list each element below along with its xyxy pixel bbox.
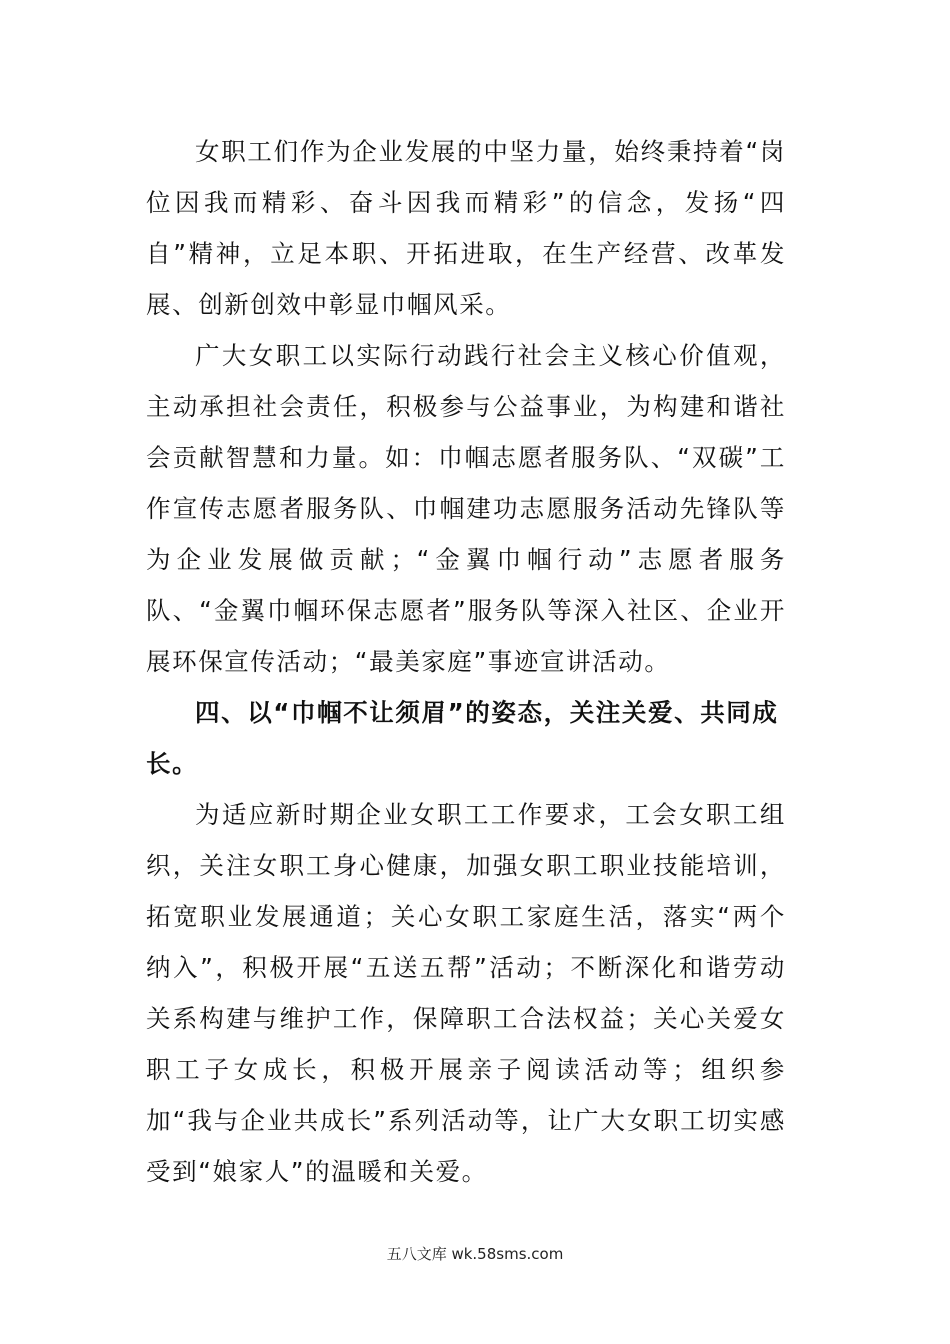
document-body [146,126,786,1197]
paragraph-volunteer-service: 广大女职工以实际行动践行社会主义核心价值观，主动承担社会责任，积极参与公益事业，为构建和谐社会贡献智慧和力量。如：巾帼志愿者服务队、“双碳”工作宣传志愿者服务队、巾帼建功志愿服务活动先锋队等为企业发展做贡献；“金翼巾帼行动”志愿者服务队、“金翼巾帼环保志愿者”服务队等深入社区、企业开展环保宣传活动；“最美家庭”事迹宣讲活动。 [146,341,786,676]
paragraph-union-care: 为适应新时期企业女职工工作要求，工会女职工组织，关注女职工身心健康，加强女职工职业技能培训，拓宽职业发展通道；关心女职工家庭生活，落实“两个纳入”，积极开展“五送五帮”活动；不断深化和谐劳动关系构建与维护工作，保障职工合法权益；关心关爱女职工子女成长，积极开展亲子阅读活动等；组织参加“我与企业共成长”系列活动等，让广大女职工切实感受到“娘家人”的温暖和关爱。 [146,800,786,1186]
footer-watermark: 五八文库 wk.58sms.com [386,1245,564,1263]
paragraph-female-workers-backbone: 女职工们作为企业发展的中坚力量，始终秉持着“岗位因我而精彩、奋斗因我而精彩”的信念，发扬“四自”精神，立足本职、开拓进取，在生产经营、改革发展、创新创效中彰显巾帼风采。 [146,137,786,319]
section-heading: 四、以“巾帼不让须眉”的姿态，关注关爱、共同成长。 [146,698,779,778]
